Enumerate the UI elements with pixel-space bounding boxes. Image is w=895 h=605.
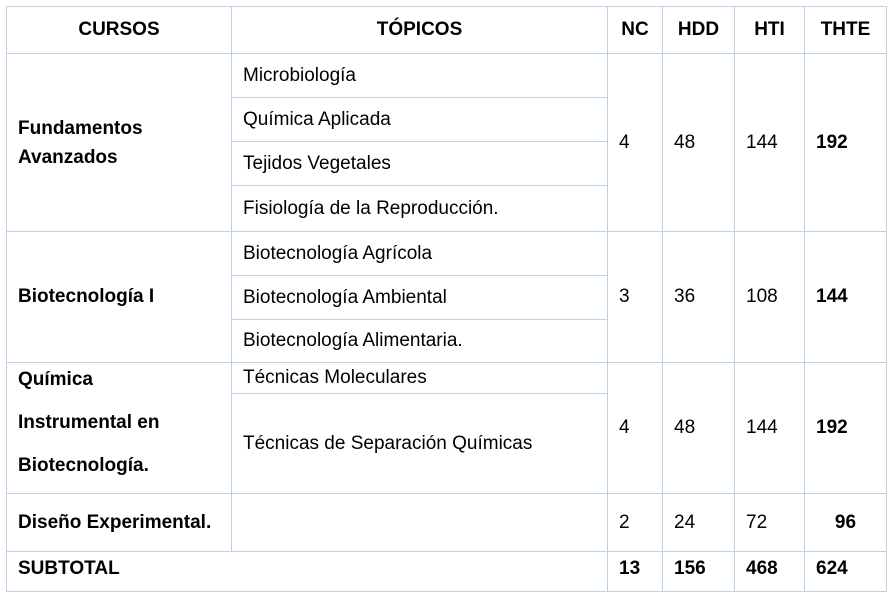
nc-cell: 4 xyxy=(608,363,663,494)
topic-cell xyxy=(232,494,608,552)
course-cell: Diseño Experimental. xyxy=(7,494,232,552)
nc-cell: 2 xyxy=(608,494,663,552)
course-cell xyxy=(7,363,232,494)
hti-cell: 72 xyxy=(735,494,805,552)
table-row xyxy=(7,363,887,394)
hdd-cell: 24 xyxy=(663,494,735,552)
subtotal-row xyxy=(7,552,887,592)
header-cursos: CURSOS xyxy=(7,7,232,54)
table-row xyxy=(7,494,887,552)
thte-cell: 96 xyxy=(805,494,887,552)
header-hti: HTI xyxy=(735,7,805,54)
table-row xyxy=(7,54,887,98)
topic-cell: Fisiología de la Reproducción. xyxy=(232,186,608,232)
subtotal-hti: 468 xyxy=(735,552,805,592)
subtotal-nc: 13 xyxy=(608,552,663,592)
header-hdd: HDD xyxy=(663,7,735,54)
thte-cell: 144 xyxy=(805,232,887,363)
table-row xyxy=(7,232,887,276)
topic-cell: Técnicas de Separación Químicas xyxy=(232,394,608,494)
topic-cell: Biotecnología Agrícola xyxy=(232,232,608,276)
courses-table xyxy=(6,6,887,592)
hdd-cell: 48 xyxy=(663,363,735,494)
topic-cell: Técnicas Moleculares xyxy=(232,363,608,394)
topic-cell: Biotecnología Alimentaria. xyxy=(232,320,608,363)
hti-cell: 144 xyxy=(735,54,805,232)
header-nc: NC xyxy=(608,7,663,54)
nc-cell: 4 xyxy=(608,54,663,232)
header-thte: THTE xyxy=(805,7,887,54)
thte-cell: 192 xyxy=(805,54,887,232)
subtotal-hdd: 156 xyxy=(663,552,735,592)
topic-cell: Tejidos Vegetales xyxy=(232,142,608,186)
subtotal-thte: 624 xyxy=(805,552,887,592)
header-topicos: TÓPICOS xyxy=(232,7,608,54)
hti-cell: 144 xyxy=(735,363,805,494)
thte-cell: 192 xyxy=(805,363,887,494)
topic-cell: Microbiología xyxy=(232,54,608,98)
nc-cell: 3 xyxy=(608,232,663,363)
course-cell: Biotecnología I xyxy=(7,232,232,363)
subtotal-label: SUBTOTAL xyxy=(7,552,608,592)
course-line: Química xyxy=(18,369,93,390)
topic-cell: Biotecnología Ambiental xyxy=(232,276,608,320)
hdd-cell: 48 xyxy=(663,54,735,232)
hdd-cell: 36 xyxy=(663,232,735,363)
course-line: Biotecnología. xyxy=(18,455,149,476)
header-row xyxy=(7,7,887,54)
hti-cell: 108 xyxy=(735,232,805,363)
topic-cell: Química Aplicada xyxy=(232,98,608,142)
course-cell: Fundamentos Avanzados xyxy=(7,54,232,232)
course-line: Instrumental en xyxy=(18,412,160,433)
